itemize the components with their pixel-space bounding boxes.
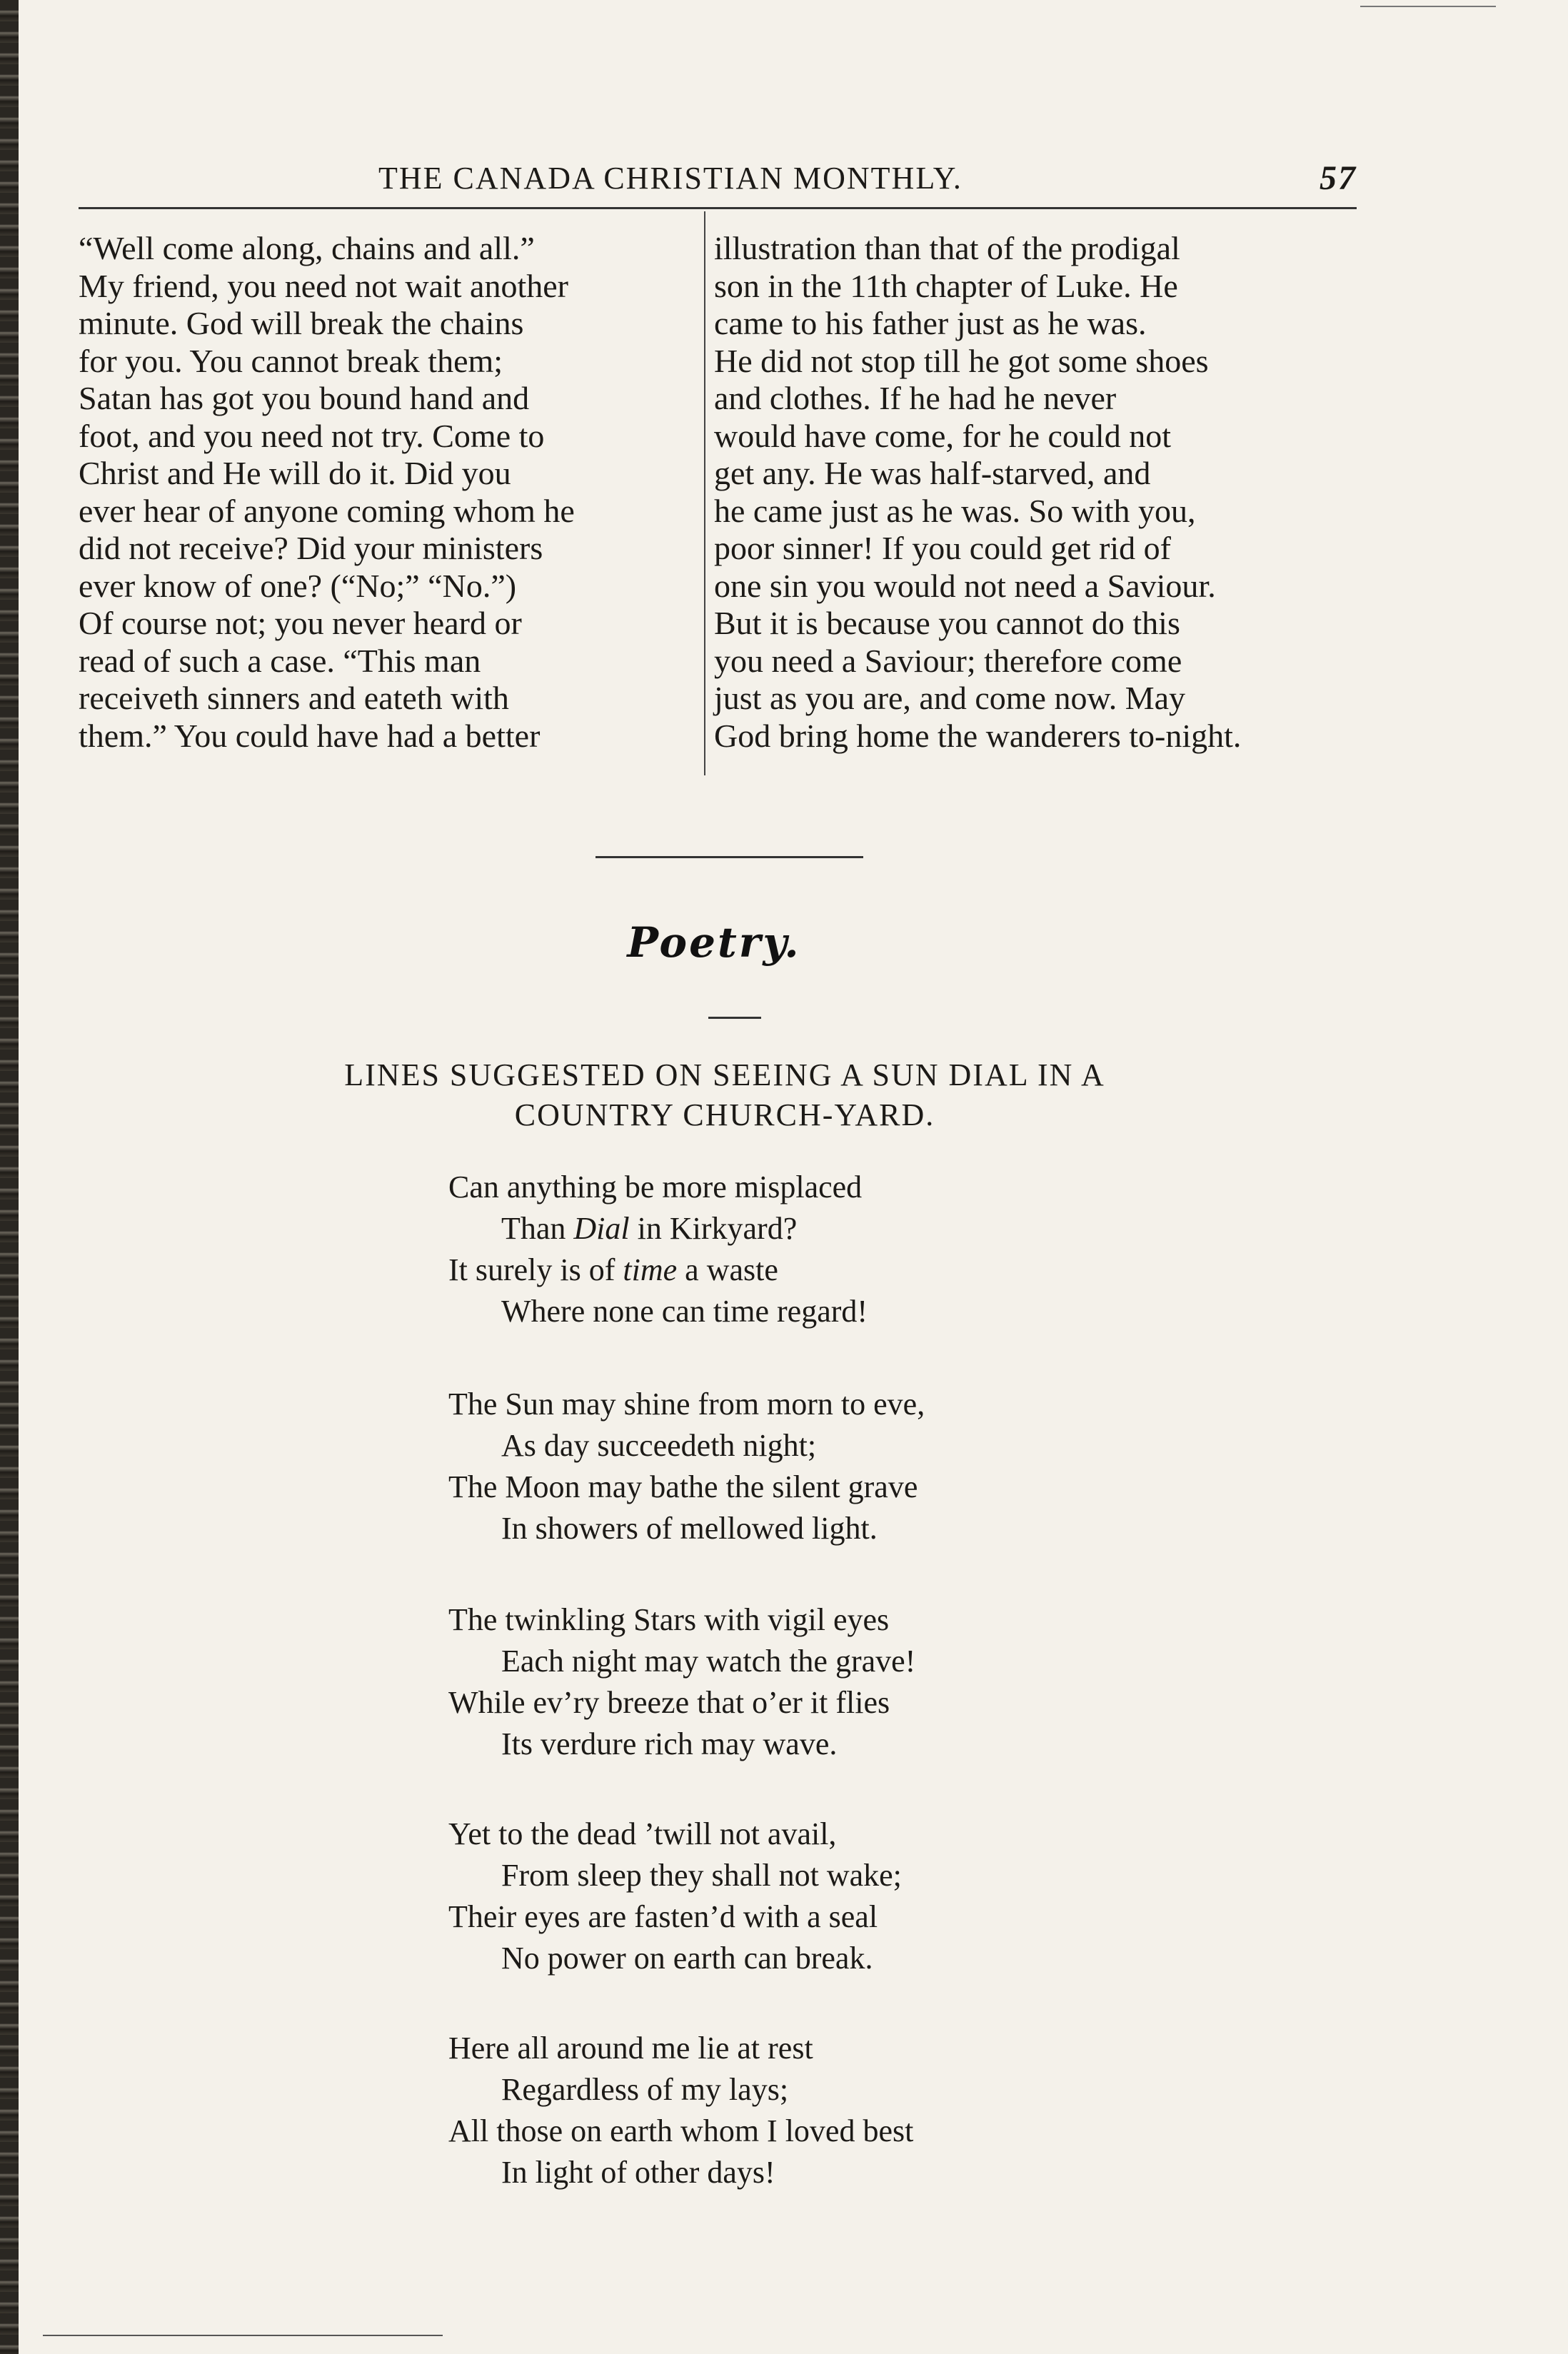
verse-text: It surely is of xyxy=(448,1252,623,1287)
text-line: you need a Saviour; therefore come xyxy=(714,642,1182,679)
text-line: for you. You cannot break them; xyxy=(79,342,503,379)
section-divider-rule xyxy=(595,856,863,858)
page-number: 57 xyxy=(1320,159,1357,197)
text-line: illustration than that of the prodigal xyxy=(714,230,1180,266)
text-line: son in the 11th chapter of Luke. He xyxy=(714,267,1178,304)
verse-text: a waste xyxy=(677,1252,778,1287)
text-line: God bring home the wanderers to-night. xyxy=(714,717,1242,754)
poem-stanza-3 xyxy=(448,1599,1091,1765)
text-line: But it is because you cannot do this xyxy=(714,605,1180,641)
poem-title xyxy=(214,1055,1235,1135)
verse-line: Can anything be more misplaced xyxy=(448,1170,863,1204)
verse-text: Than xyxy=(501,1211,574,1246)
verse-line xyxy=(448,1208,1091,1249)
text-line: get any. He was half-starved, and xyxy=(714,455,1151,491)
verse-line: The twinkling Stars with vigil eyes xyxy=(448,1602,890,1637)
bottom-edge-rule xyxy=(43,2335,443,2336)
journal-title: THE CANADA CHRISTIAN MONTHLY. xyxy=(378,161,963,196)
verse-line: Yet to the dead ’twill not avail, xyxy=(448,1816,837,1851)
verse-line: Here all around me lie at rest xyxy=(448,2031,813,2066)
poem-title-line: LINES SUGGESTED ON SEEING A SUN DIAL IN A xyxy=(344,1057,1105,1092)
poem-title-line: COUNTRY CHURCH-YARD. xyxy=(514,1097,935,1132)
text-line: just as you are, and come now. May xyxy=(714,680,1186,716)
verse-line: Regardless of my lays; xyxy=(501,2072,789,2107)
text-line: Of course not; you never heard or xyxy=(79,605,522,641)
running-head xyxy=(79,151,1357,201)
verse-line: From sleep they shall not wake; xyxy=(501,1858,902,1893)
text-line: “Well come along, chains and all.” xyxy=(79,230,535,266)
text-line: Christ and He will do it. Did you xyxy=(79,455,511,491)
text-line: he came just as he was. So with you, xyxy=(714,492,1196,529)
top-edge-rule xyxy=(1360,6,1496,7)
text-line: them.” You could have had a better xyxy=(79,717,541,754)
verse-line xyxy=(448,1249,1091,1291)
text-line: ever know of one? (“No;” “No.”) xyxy=(79,567,517,604)
text-line: He did not stop till he got some shoes xyxy=(714,342,1209,379)
verse-line: Its verdure rich may wave. xyxy=(501,1726,838,1761)
section-heading: Poetry. xyxy=(627,918,801,967)
verse-line: No power on earth can break. xyxy=(501,1941,873,1976)
poem-stanza-2 xyxy=(448,1384,1091,1549)
verse-line: As day succeedeth night; xyxy=(501,1428,817,1463)
verse-emphasis: time xyxy=(623,1252,678,1287)
text-line: minute. God will break the chains xyxy=(79,305,524,341)
text-line: poor sinner! If you could get rid of xyxy=(714,530,1172,566)
text-line: foot, and you need not try. Come to xyxy=(79,417,545,454)
header-rule xyxy=(79,207,1357,209)
verse-line: Where none can time regard! xyxy=(501,1294,868,1329)
verse-line: In showers of mellowed light. xyxy=(501,1511,878,1546)
text-line: receiveth sinners and eateth with xyxy=(79,680,509,716)
column-divider xyxy=(704,211,705,775)
verse-line: All those on earth whom I loved best xyxy=(448,2113,914,2148)
text-line: Satan has got you bound hand and xyxy=(79,380,530,416)
verse-text: in Kirkyard? xyxy=(629,1211,798,1246)
short-divider-rule xyxy=(708,1017,761,1019)
poem-stanza-1 xyxy=(448,1167,1091,1332)
poem-stanza-4 xyxy=(448,1814,1091,1979)
text-line: did not receive? Did your ministers xyxy=(79,530,543,566)
text-line: one sin you would not need a Saviour. xyxy=(714,567,1216,604)
text-line: and clothes. If he had he never xyxy=(714,380,1117,416)
text-line: would have come, for he could not xyxy=(714,417,1171,454)
left-column xyxy=(79,230,693,755)
poem-stanza-5 xyxy=(448,2028,1091,2193)
text-line: My friend, you need not wait another xyxy=(79,267,568,304)
verse-line: The Moon may bathe the silent grave xyxy=(448,1469,918,1504)
right-column xyxy=(714,230,1353,755)
text-line: ever hear of anyone coming whom he xyxy=(79,492,575,529)
verse-line: Each night may watch the grave! xyxy=(501,1644,916,1679)
text-line: came to his father just as he was. xyxy=(714,305,1147,341)
book-spine-edge xyxy=(0,0,19,2354)
verse-line: While ev’ry breeze that o’er it flies xyxy=(448,1685,890,1720)
verse-line: In light of other days! xyxy=(501,2155,775,2190)
verse-line: The Sun may shine from morn to eve, xyxy=(448,1387,925,1422)
verse-emphasis: Dial xyxy=(573,1211,630,1246)
text-line: read of such a case. “This man xyxy=(79,642,481,679)
verse-line: Their eyes are fasten’d with a seal xyxy=(448,1899,878,1934)
